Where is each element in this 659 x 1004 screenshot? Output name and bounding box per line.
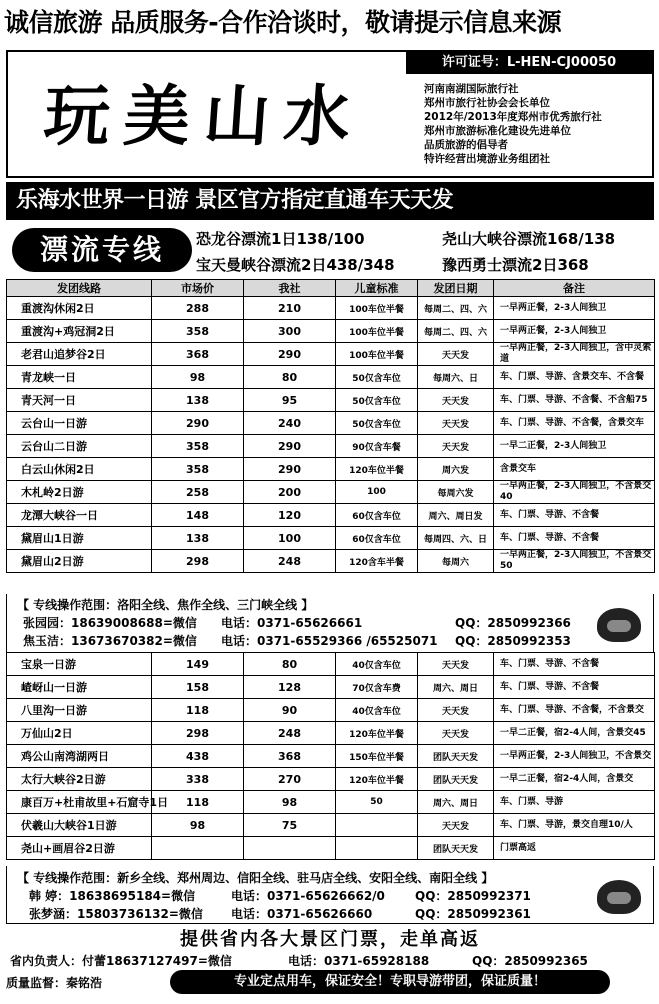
operation-scope: 【 专线操作范围：新乡全线、郑州周边、信阳全线、驻马店全线、安阳全线、南阳全线 】 [17,871,494,885]
table-row [7,458,655,481]
notes-cell: 一早二正餐，2-3人间独卫 [494,435,655,458]
our-price-cell: 240 [244,412,336,435]
departure-cell: 团队天天发 [418,745,494,768]
market-price-cell: 288 [152,297,244,320]
child-price-cell: 100 [336,481,418,504]
departure-cell: 周六、周日发 [418,504,494,527]
notes-cell: 车、门票、导游、不含餐、不含船75 [494,389,655,412]
departure-cell: 周六、周日 [418,791,494,814]
table-row [7,435,655,458]
notes-cell: 车、门票、导游 [494,791,655,814]
market-price-cell: 148 [152,504,244,527]
market-price-cell: 298 [152,722,244,745]
market-price-cell: 338 [152,768,244,791]
route-cell: 龙潭大峡谷一日 [7,504,152,527]
our-price-cell: 80 [244,366,336,389]
telephone-icon [597,880,641,914]
rafting-item: 宝天曼峡谷漂流2日438/348 [196,256,395,274]
table-row [7,504,655,527]
contact-name: 焦玉洁：13673670382=微信 [23,634,197,648]
departure-cell: 每周六发 [418,481,494,504]
header-market-price: 市场价 [152,280,244,297]
departure-cell: 每周六、日 [418,366,494,389]
departure-cell: 天天发 [418,343,494,366]
license-number: 许可证号：L-HEN-CJ00050 [406,52,652,74]
contact-name: 韩 婷：18638695184=微信 [29,889,196,903]
departure-cell: 周六发 [418,458,494,481]
table-row [7,653,655,676]
route-cell: 鸡公山南湾湖两日 [7,745,152,768]
notes-cell: 门票高返 [494,837,655,860]
departure-cell: 天天发 [418,814,494,837]
child-price-cell: 120车位半餐 [336,722,418,745]
route-cell: 康百万+杜甫故里+石窟寺1日 [7,791,152,814]
table-row [7,768,655,791]
market-price-cell: 368 [152,343,244,366]
route-table-1 [6,279,655,573]
our-price-cell: 128 [244,676,336,699]
route-cell: 重渡沟+鸡冠洞2日 [7,320,152,343]
notes-cell: 车、门票、导游，景交自理10/人 [494,814,655,837]
route-cell: 黛眉山1日游 [7,527,152,550]
market-price-cell: 358 [152,435,244,458]
table-row [7,527,655,550]
departure-cell: 天天发 [418,699,494,722]
departure-cell: 每周四、六、日 [418,527,494,550]
top-slogan: 诚信旅游 品质服务-合作洽谈时，敬请提示信息来源 [4,8,562,37]
departure-cell: 每周二、四、六 [418,297,494,320]
child-price-cell: 100车位半餐 [336,320,418,343]
contact-phone: 电话：0371-65626660 [231,907,373,921]
header-our-price: 我社 [244,280,336,297]
contact-qq: QQ：2850992353 [455,634,571,648]
our-price-cell: 200 [244,481,336,504]
child-price-cell: 60仅含车位 [336,504,418,527]
child-price-cell: 120含车半餐 [336,550,418,573]
header-departure: 发团日期 [418,280,494,297]
child-price-cell: 50仅含车位 [336,366,418,389]
notes-cell: 车、门票、导游、不含餐 [494,504,655,527]
child-price-cell: 70仅含车费 [336,676,418,699]
notes-cell: 一早两正餐，2-3人间独卫 [494,297,655,320]
our-price-cell: 98 [244,791,336,814]
market-price-cell [152,837,244,860]
child-price-cell: 50仅含车位 [336,412,418,435]
our-price-cell: 270 [244,768,336,791]
our-price-cell: 100 [244,527,336,550]
route-cell: 宝泉一日游 [7,653,152,676]
notes-cell: 一早二正餐，宿2-4人间，含景交45 [494,722,655,745]
notes-cell: 一早两正餐，2-3人间独卫，含中灵索道 [494,343,655,366]
departure-cell: 每周六 [418,550,494,573]
telephone-icon [597,608,641,642]
our-price-cell: 95 [244,389,336,412]
table-row [7,412,655,435]
notes-cell: 一早两正餐，2-3人间独卫，不含景交50 [494,550,655,573]
our-price-cell: 290 [244,343,336,366]
market-price-cell: 438 [152,745,244,768]
our-price-cell: 300 [244,320,336,343]
rafting-tag: 漂流专线 [12,228,192,272]
our-price-cell: 248 [244,722,336,745]
departure-cell: 天天发 [418,653,494,676]
contact-phone: 电话：0371-65529366 /65525071 [221,634,438,648]
market-price-cell: 98 [152,366,244,389]
table-row [7,389,655,412]
market-price-cell: 158 [152,676,244,699]
market-price-cell: 118 [152,791,244,814]
rafting-item: 恐龙谷漂流1日138/100 [196,230,365,248]
header-box [6,50,654,178]
footer-phone: 电话：0371-65928188 [288,954,430,968]
our-price-cell: 248 [244,550,336,573]
our-price-cell: 368 [244,745,336,768]
brand-logo: 玩美山水 [41,77,367,155]
departure-cell: 周六、周日 [418,676,494,699]
table-row [7,722,655,745]
contact-qq: QQ：2850992361 [415,907,531,921]
operation-scope: 【 专线操作范围：洛阳全线、焦作全线、三门峡全线 】 [17,598,314,612]
route-cell: 青龙峡一日 [7,366,152,389]
departure-cell: 天天发 [418,722,494,745]
child-price-cell: 50 [336,791,418,814]
departure-cell: 团队天天发 [418,837,494,860]
our-price-cell: 120 [244,504,336,527]
table-row [7,745,655,768]
notes-cell: 一早两正餐，2-3人间独卫，不含景交40 [494,481,655,504]
footer-manager: 省内负责人：付蕾18637127497=微信 [10,954,232,968]
our-price-cell: 290 [244,458,336,481]
route-cell: 万仙山2日 [7,722,152,745]
route-cell: 木札岭2日游 [7,481,152,504]
table-row [7,814,655,837]
contact-name: 张园园：18639008688=微信 [23,616,197,630]
market-price-cell: 98 [152,814,244,837]
market-price-cell: 358 [152,320,244,343]
contact-box-2 [6,866,654,924]
honor-item: 郑州市旅游标准化建设先进单位 [424,125,571,137]
route-cell: 云台山二日游 [7,435,152,458]
table-row [7,297,655,320]
honor-item: 郑州市旅行社协会会长单位 [424,97,550,109]
our-price-cell: 210 [244,297,336,320]
route-cell: 青天河一日 [7,389,152,412]
rafting-item: 豫西勇士漂流2日368 [442,256,589,274]
child-price-cell: 50仅含车位 [336,389,418,412]
honor-item: 河南南湖国际旅行社 [424,83,519,95]
contact-name: 张梦涵：15803736132=微信 [29,907,203,921]
table-row [7,791,655,814]
table-row [7,366,655,389]
child-price-cell: 90仅含车餐 [336,435,418,458]
child-price-cell: 120车位半餐 [336,768,418,791]
child-price-cell: 40仅含车位 [336,699,418,722]
child-price-cell: 60仅含车位 [336,527,418,550]
table-row [7,699,655,722]
route-cell: 伏羲山大峡谷1日游 [7,814,152,837]
notes-cell: 车、门票、导游、不含餐，含景交车 [494,412,655,435]
our-price-cell: 75 [244,814,336,837]
route-cell: 重渡沟休闲2日 [7,297,152,320]
contact-phone: 电话：0371-65626662/0 [231,889,385,903]
notes-cell: 车、门票、导游、不含餐，不含景交 [494,699,655,722]
market-price-cell: 358 [152,458,244,481]
contact-phone: 电话：0371-65626661 [221,616,363,630]
departure-cell: 天天发 [418,435,494,458]
departure-cell: 天天发 [418,389,494,412]
route-cell: 嵖岈山一日游 [7,676,152,699]
child-price-cell: 150车位半餐 [336,745,418,768]
footer-supervisor: 质量监督：秦铭浩 [6,976,103,990]
route-cell: 八里沟一日游 [7,699,152,722]
table-row [7,481,655,504]
notes-cell: 车、门票、导游、不含餐 [494,527,655,550]
table-header-row [7,280,655,297]
notes-cell: 含景交车 [494,458,655,481]
notes-cell: 一早两正餐，2-3人间独卫 [494,320,655,343]
table-row [7,343,655,366]
footer-slogan: 专业定点用车，保证安全！专职导游带团，保证质量！ [170,970,610,994]
our-price-cell [244,837,336,860]
rafting-item: 尧山大峡谷漂流168/138 [442,230,616,248]
honor-item: 2012年/2013年度郑州市优秀旅行社 [424,111,602,123]
child-price-cell [336,837,418,860]
our-price-cell: 90 [244,699,336,722]
contact-qq: QQ：2850992371 [415,889,531,903]
route-cell: 太行大峡谷2日游 [7,768,152,791]
route-cell: 老君山追梦谷2日 [7,343,152,366]
rafting-section [6,222,654,278]
route-cell: 云台山一日游 [7,412,152,435]
contact-box-1 [6,594,654,652]
notes-cell: 车、门票、导游、含景交车、不含餐 [494,366,655,389]
child-price-cell: 100车位半餐 [336,297,418,320]
honor-item: 品质旅游的倡导者 [424,139,508,151]
our-price-cell: 80 [244,653,336,676]
table-row [7,550,655,573]
honor-item: 特许经营出境游业务组团社 [424,153,550,165]
child-price-cell: 40仅含车位 [336,653,418,676]
table-row [7,676,655,699]
header-notes: 备注 [494,280,655,297]
table-row [7,320,655,343]
route-table-2 [6,652,655,860]
market-price-cell: 258 [152,481,244,504]
route-cell: 黛眉山2日游 [7,550,152,573]
contact-qq: QQ：2850992366 [455,616,571,630]
market-price-cell: 138 [152,527,244,550]
promo-banner: 乐海水世界一日游 景区官方指定直通车天天发 [6,182,654,220]
child-price-cell: 100车位半餐 [336,343,418,366]
footer-qq: QQ：2850992365 [472,954,588,968]
market-price-cell: 118 [152,699,244,722]
departure-cell: 团队天天发 [418,768,494,791]
header-route: 发团线路 [7,280,152,297]
departure-cell: 天天发 [418,412,494,435]
market-price-cell: 298 [152,550,244,573]
header-child-price: 儿童标准 [336,280,418,297]
route-cell: 白云山休闲2日 [7,458,152,481]
route-cell: 尧山+画眉谷2日游 [7,837,152,860]
ticket-banner: 提供省内各大景区门票，走单高返 [180,929,480,950]
table-row [7,837,655,860]
departure-cell: 每周二、四、六 [418,320,494,343]
notes-cell: 一早二正餐，宿2-4人间，含景交 [494,768,655,791]
market-price-cell: 290 [152,412,244,435]
child-price-cell [336,814,418,837]
market-price-cell: 138 [152,389,244,412]
notes-cell: 车、门票、导游、不含餐 [494,653,655,676]
notes-cell: 车、门票、导游、不含餐 [494,676,655,699]
honors-list [424,82,652,166]
notes-cell: 一早两正餐，2-3人间独卫，不含景交 [494,745,655,768]
our-price-cell: 290 [244,435,336,458]
child-price-cell: 120车位半餐 [336,458,418,481]
market-price-cell: 149 [152,653,244,676]
